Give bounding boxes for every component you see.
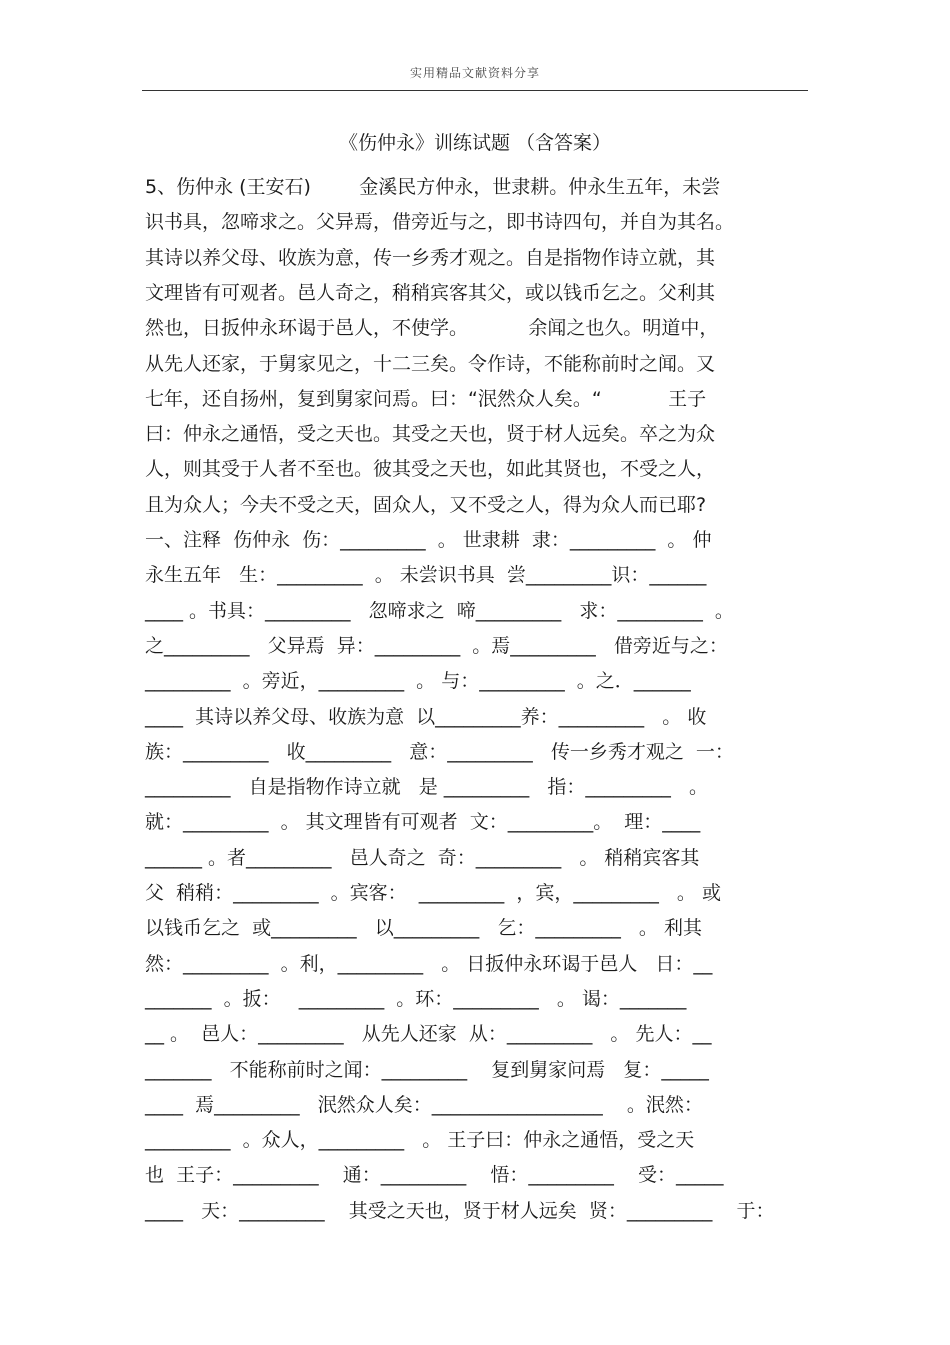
text-line: 识书具，忽啼求之。父异焉，借旁近与之，即书诗四句，并自为其名。 bbox=[145, 211, 735, 234]
text-line: ____ 焉_________ 泯然众人矣：__________________ 。泯然： bbox=[145, 1093, 703, 1116]
text-line: _______ 。扳： _________ 。环：_________ 。 谒：_______ bbox=[145, 987, 687, 1010]
text-line: 也 王子：_________ 通：_________ 悟：_________ 受：_____ bbox=[145, 1164, 724, 1187]
text-line: 从先人还家，于舅家见之，十二三矣。令作诗，不能称前时之闻。又 bbox=[145, 352, 716, 375]
text-line: 且为众人；今夫不受之天，固众人，又不受之人，得为众人而已耶? bbox=[145, 493, 707, 516]
text-line: 然：_________ 。利，_________ 。 日扳仲永环谒于邑人 日：__ bbox=[145, 952, 713, 975]
page-header: 实用精品文献资料分享 bbox=[409, 66, 540, 80]
text-line: ____ 天：_________ 其受之天也，贤于材人远矣 贤：_________ 于： bbox=[145, 1199, 775, 1222]
text-line: 曰：仲永之通悟，受之天也。其受之天也，贤于材人远矣。卒之为众 bbox=[145, 423, 716, 446]
text-line: 文理皆有可观者。邑人奇之，稍稍宾客其父，或以钱币乞之。父利其 bbox=[145, 281, 716, 304]
text-line: 然也，日扳仲永环谒于邑人，不使学。 余闻之也久。明道中， bbox=[145, 317, 719, 340]
text-line: 族：_________ 收_________ 意：_________ 传一乡秀才观之 一： bbox=[145, 740, 734, 763]
text-line: 之_________ 父异焉 异：_________ 。焉_________ 借旁近与之： bbox=[145, 634, 728, 657]
text-line: 就：_________ 。 其文理皆有可观者 文：_________。 理：____ bbox=[145, 811, 701, 834]
text-line: ______ 。者_________ 邑人奇之 奇：_________ 。 稍稍宾客其 bbox=[145, 846, 700, 869]
text-line: 人，则其受于人者不至也。彼其受之天也，如此其贤也，不受之人， bbox=[145, 458, 716, 481]
text-line: 永生五年 生：_________ 。 未尝识书具 尝_________识：______ bbox=[145, 564, 707, 587]
text-line: _______ 不能称前时之闻：_________ 复到舅家问焉 复：_____ bbox=[145, 1058, 709, 1081]
text-line: __ 。 邑人：_________ 从先人还家 从：_________ 。 先人：__ bbox=[145, 1023, 712, 1046]
text-line: 七年，还自扬州，复到舅家问焉。曰：“泯然众人矣。“ 王子 bbox=[145, 387, 707, 410]
text-line: 父 稍稍：_________ 。宾客： _________ ，宾，_________ 。 或 bbox=[145, 882, 721, 904]
text-line: 以钱币乞之 或_________ 以_________ 乞：_________ 。 利其 bbox=[145, 917, 702, 940]
text-line: _________ 。旁近，_________ 。 与：_________ 。之．______ bbox=[145, 670, 691, 693]
text-line: 5、伤仲永 (王安石) 金溪民方仲永，世隶耕。仲永生五年，未尝 bbox=[145, 176, 721, 198]
text-line: ____ 其诗以养父母、收族为意 以_________养：_________ 。 收 bbox=[145, 705, 707, 728]
text-line: _________ 自是指物作诗立就 是 _________ 指：_________ 。 bbox=[145, 776, 709, 799]
text-line: _________ 。众人，_________ 。 王子曰：仲永之通悟，受之天 bbox=[145, 1129, 695, 1152]
text-line: 一、注释 伤仲永 伤：_________ 。 世隶耕 隶：_________ 。 仲 bbox=[145, 529, 712, 551]
text-line: ____ 。书具：_________ 忽啼求之 啼_________ 求：_________ 。 bbox=[145, 599, 734, 622]
text-line: 其诗以养父母、收族为意，传一乡秀才观之。自是指物作诗立就，其 bbox=[145, 246, 716, 269]
header-rule bbox=[142, 90, 808, 91]
document-title: 《伤仲永》训练试题 （含答案） bbox=[338, 132, 612, 154]
